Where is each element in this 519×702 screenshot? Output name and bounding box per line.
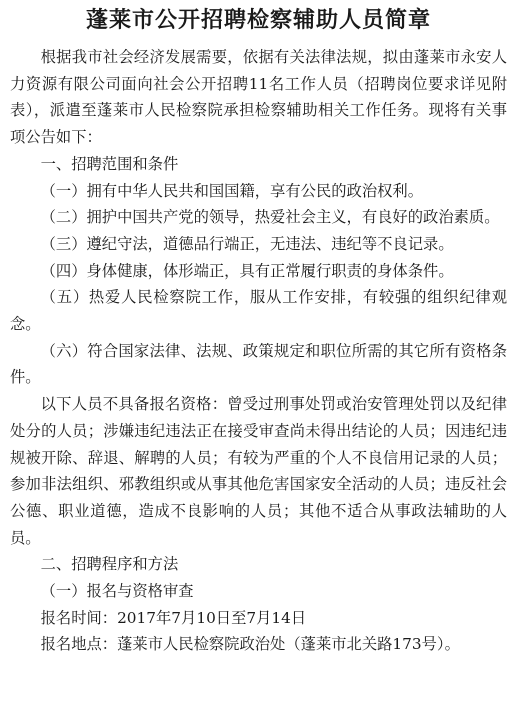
document-body [10,44,507,658]
section-1-heading: 一、招聘范围和条件 [40,154,179,173]
condition-item-6: （六）符合国家法律、法规、政策规定和职位所需的其它所有资格条件。 [10,341,507,387]
registration-time: 报名时间：2017年7月10日至7月14日 [40,608,307,627]
document-title: 蓬莱市公开招聘检察辅助人员简章 [85,8,431,33]
condition-item-1: （一）拥有中华人民共和国国籍，享有公民的政治权利。 [40,181,424,200]
condition-item-5: （五）热爱人民检察院工作，服从工作安排，有较强的组织纪律观念。 [10,288,507,334]
registration-place: 报名地点：蓬莱市人民检察院政治处（蓬莱市北关路173号）。 [40,635,460,654]
exclusions-paragraph: 以下人员不具备报名资格：曾受过刑事处罚或治安管理处罚以及纪律处分的人员；涉嫌违纪违法正在接受审查尚未得出结论的人员；因违纪违规被开除、辞退、解聘的人员；有较为严重的个人不良信用记录的人员；参加非法组织、邪教组织或从事其他危害国家安全活动的人员；违反社会公德、职业道德，造成不良影响的人员；其他不适合从事政法辅助的人员。 [10,395,507,547]
intro-paragraph: 根据我市社会经济发展需要，依据有关法律法规，拟由蓬莱市永安人力资源有限公司面向社会公开招聘11名工作人员（招聘岗位要求详见附表），派遣至蓬莱市人民检察院承担检察辅助相关工作任务。现将有关事项公告如下： [10,48,507,147]
condition-item-4: （四）身体健康，体形端正，具有正常履行职责的身体条件。 [40,261,454,280]
condition-item-2: （二）拥护中国共产党的领导，热爱社会主义，有良好的政治素质。 [40,208,500,227]
condition-item-3: （三）遵纪守法，道德品行端正，无违法、违纪等不良记录。 [40,234,454,253]
section-2-heading: 二、招聘程序和方法 [40,555,179,574]
registration-subheading: （一）报名与资格审查 [40,582,194,601]
